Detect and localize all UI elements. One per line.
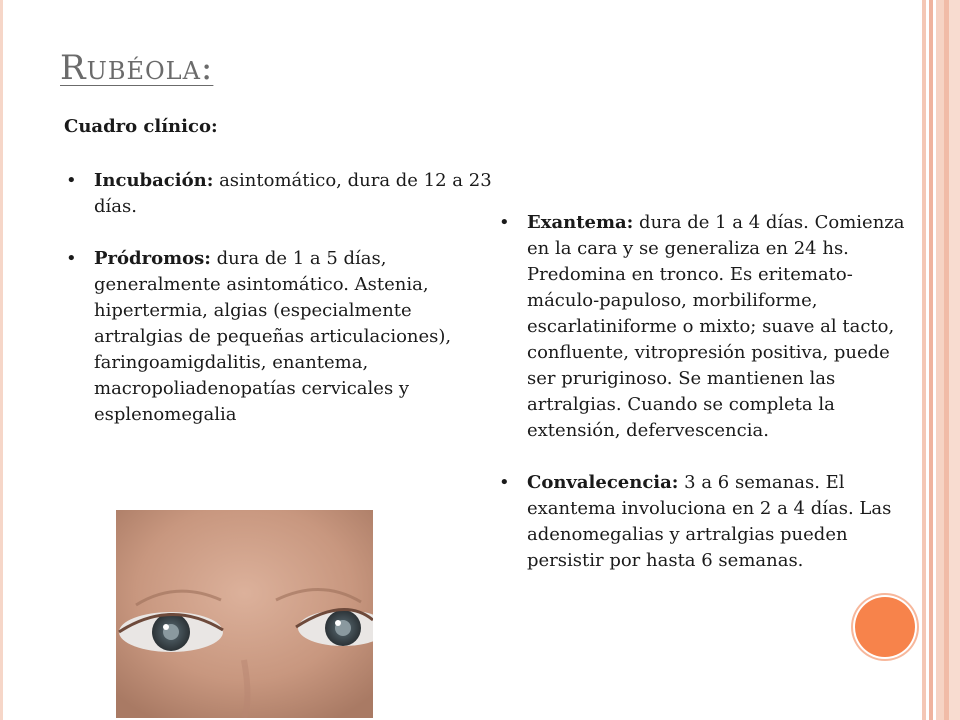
bullet-term: Exantema:: [527, 212, 634, 233]
bullet-term: Incubación:: [94, 170, 214, 191]
bullet-icon: •: [66, 170, 77, 191]
bullet-text: dura de 1 a 4 días. Comienza en la cara y se generaliza en 24 hs. Predomina en tronco. Es eritemato-máculo-papuloso, morbiliforme, escarlatiniforme o mixto; suave al tacto, confluente, vitropresión positiva, puede ser pruriginoso. Se mantienen las artralgias. Cuando se completa la extensión, defervescencia.: [527, 212, 905, 441]
left-bullet-list: [64, 168, 494, 454]
bullet-text: asintomático, dura de 12 a 23 días.: [94, 170, 492, 217]
bullet-exantema: [497, 210, 917, 444]
right-bullet-list: [497, 210, 917, 600]
section-subtitle: Cuadro clínico:: [64, 116, 218, 137]
bullet-icon: •: [499, 212, 510, 233]
decorative-stripes: [920, 0, 960, 720]
bullet-icon: •: [66, 248, 77, 269]
bullet-incubacion: [64, 168, 494, 220]
decorative-orange-circle: [855, 597, 915, 657]
bullet-convalecencia: [497, 470, 917, 574]
bullet-prodromos: [64, 246, 494, 428]
bullet-term: Pródromos:: [94, 248, 211, 269]
bullet-text: 3 a 6 semanas. El exantema involuciona en 2 a 4 días. Las adenomegalias y artralgias pueden persistir por hasta 6 semanas.: [527, 472, 892, 571]
bullet-icon: •: [499, 472, 510, 493]
eyes-photo: [116, 510, 373, 718]
bullet-term: Convalecencia:: [527, 472, 679, 493]
left-border-line: [0, 0, 3, 720]
bullet-text: dura de 1 a 5 días, generalmente asintomático. Astenia, hipertermia, algias (especialmente artralgias de pequeñas articulaciones), faringoamigdalitis, enantema, macropoliadenopatías cervicales y esplenomegalia: [94, 248, 452, 425]
slide-title: Rubéola:: [60, 48, 214, 88]
eyes-illustration: [116, 510, 373, 718]
